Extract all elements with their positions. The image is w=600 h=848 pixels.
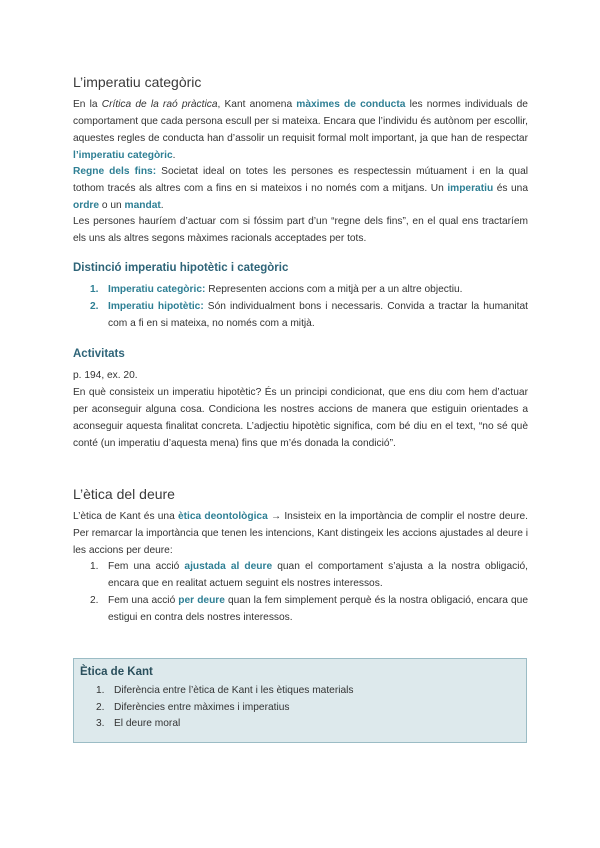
list-number: 2. (96, 701, 105, 713)
highlighted-term: l’imperatiu categòric (73, 150, 173, 161)
summary-item (79, 716, 519, 733)
activity-answer: En què consisteix un imperatiu hipotètic? És un principi condicionat, que ens diu com hem d’actuar per aconseguir alguna cosa. Condiciona les nostres accions de manera que estiguin orientades a aconseguir aquesta finalitat concreta. L’adjectiu hipotètic significa, com bé diu en el text, “no sé què conté (un imperatiu d’aquesta mena) fins que m’és donada la condició”. (73, 387, 528, 449)
heading-distincio: Distinció imperatiu hipotètic i categòric (73, 262, 289, 274)
list-accions (73, 558, 528, 626)
text-run: . (172, 150, 176, 161)
text-run: les normes individuals de comportament que cada persona escull per si mateixa. Encara que l’individu és autònom per escollir, aquestes regles de conducta han d’assolir un requisit formal molt important, ja que han de respectar (73, 99, 528, 144)
text-run: és una (493, 183, 528, 194)
list-number: 1. (96, 685, 105, 696)
list-item (73, 558, 528, 592)
list-distincio (73, 281, 528, 332)
text-run: , Kant anomena (217, 99, 297, 110)
activity-reference: p. 194, ex. 20. (73, 370, 138, 381)
text-run: L’ètica de Kant és una (73, 511, 178, 522)
highlighted-term: per deure (178, 595, 225, 606)
list-term: Imperatiu hipotètic: (108, 301, 204, 312)
list-term: Imperatiu categòric: (108, 284, 206, 295)
list-number: 3. (96, 718, 105, 729)
highlighted-term: Regne dels fins: (73, 166, 157, 177)
list-number: 2. (90, 595, 99, 606)
paragraph-regne-dels-fins (73, 163, 528, 214)
heading-activitats: Activitats (73, 348, 125, 360)
list-text: Diferències entre màximes i imperatius (114, 701, 290, 713)
text-run: Fem una acció (108, 595, 179, 606)
heading-imperatiu-categoric: L’imperatiu categòric (73, 74, 202, 90)
text-run: . (160, 200, 164, 211)
highlighted-term: imperatiu (447, 183, 494, 194)
highlighted-term: ajustada al deure (184, 561, 273, 572)
text-run: Societat ideal on totes les persones es respectessin mútuament i en la qual tothom tracés als altres com a fins en si mateixos i no només com a mitjans. Un (73, 166, 528, 194)
text-run: o un (99, 200, 125, 211)
highlighted-term: ètica deontològica (177, 511, 268, 522)
list-number: 2. (90, 301, 99, 312)
paragraph-etica-deontologica (73, 508, 528, 559)
text-run: En la (73, 99, 102, 110)
summary-box-title: Ètica de Kant (80, 666, 153, 678)
highlighted-term: mandat (124, 200, 161, 211)
list-text: Són individualment bons i necessaris. Convida a tractar la humanitat com a fi en si mateixa, no només com a mitjà. (108, 301, 528, 329)
list-item (73, 592, 528, 626)
summary-box (73, 658, 527, 743)
book-title: Crítica de la raó pràctica (101, 99, 218, 110)
list-number: 1. (90, 284, 99, 295)
paragraph-persones: Les persones hauríem d’actuar com si fóssim part d’un “regne dels fins”, en el qual ens tractaríem els uns als altres segons màximes racionals acceptades per tots. (73, 216, 528, 244)
text-run: quan el comportament s’ajusta a la nostra obligació, encara que en realitat actuem seguint els nostres interessos. (108, 561, 528, 589)
list-text: Representen accions com a mitjà per a un altre objectiu. (205, 284, 463, 295)
summary-item (79, 700, 519, 717)
heading-etica-del-deure: L’ètica del deure (73, 486, 175, 502)
list-text: Diferència entre l’ètica de Kant i les ètiques materials (114, 685, 354, 696)
text-run: Fem una acció (108, 561, 185, 572)
list-item (73, 298, 528, 332)
list-text: El deure moral (114, 718, 181, 729)
paragraph-maximes (73, 96, 528, 164)
list-number: 1. (90, 561, 99, 572)
highlighted-term: màximes de conducta (296, 99, 406, 110)
summary-item (79, 683, 519, 700)
summary-list (79, 683, 519, 733)
highlighted-term: ordre (73, 200, 100, 211)
text-run: → Insisteix en la importància de complir el nostre deure. Per remarcar la importància que tenen les intencions, Kant distingeix les accions ajustades al deure i les accions per deure: (73, 511, 528, 556)
list-item (73, 281, 528, 298)
text-run: quan la fem simplement perquè és la nostra obligació, encara que estigui en contra dels nostres interessos. (108, 595, 528, 623)
